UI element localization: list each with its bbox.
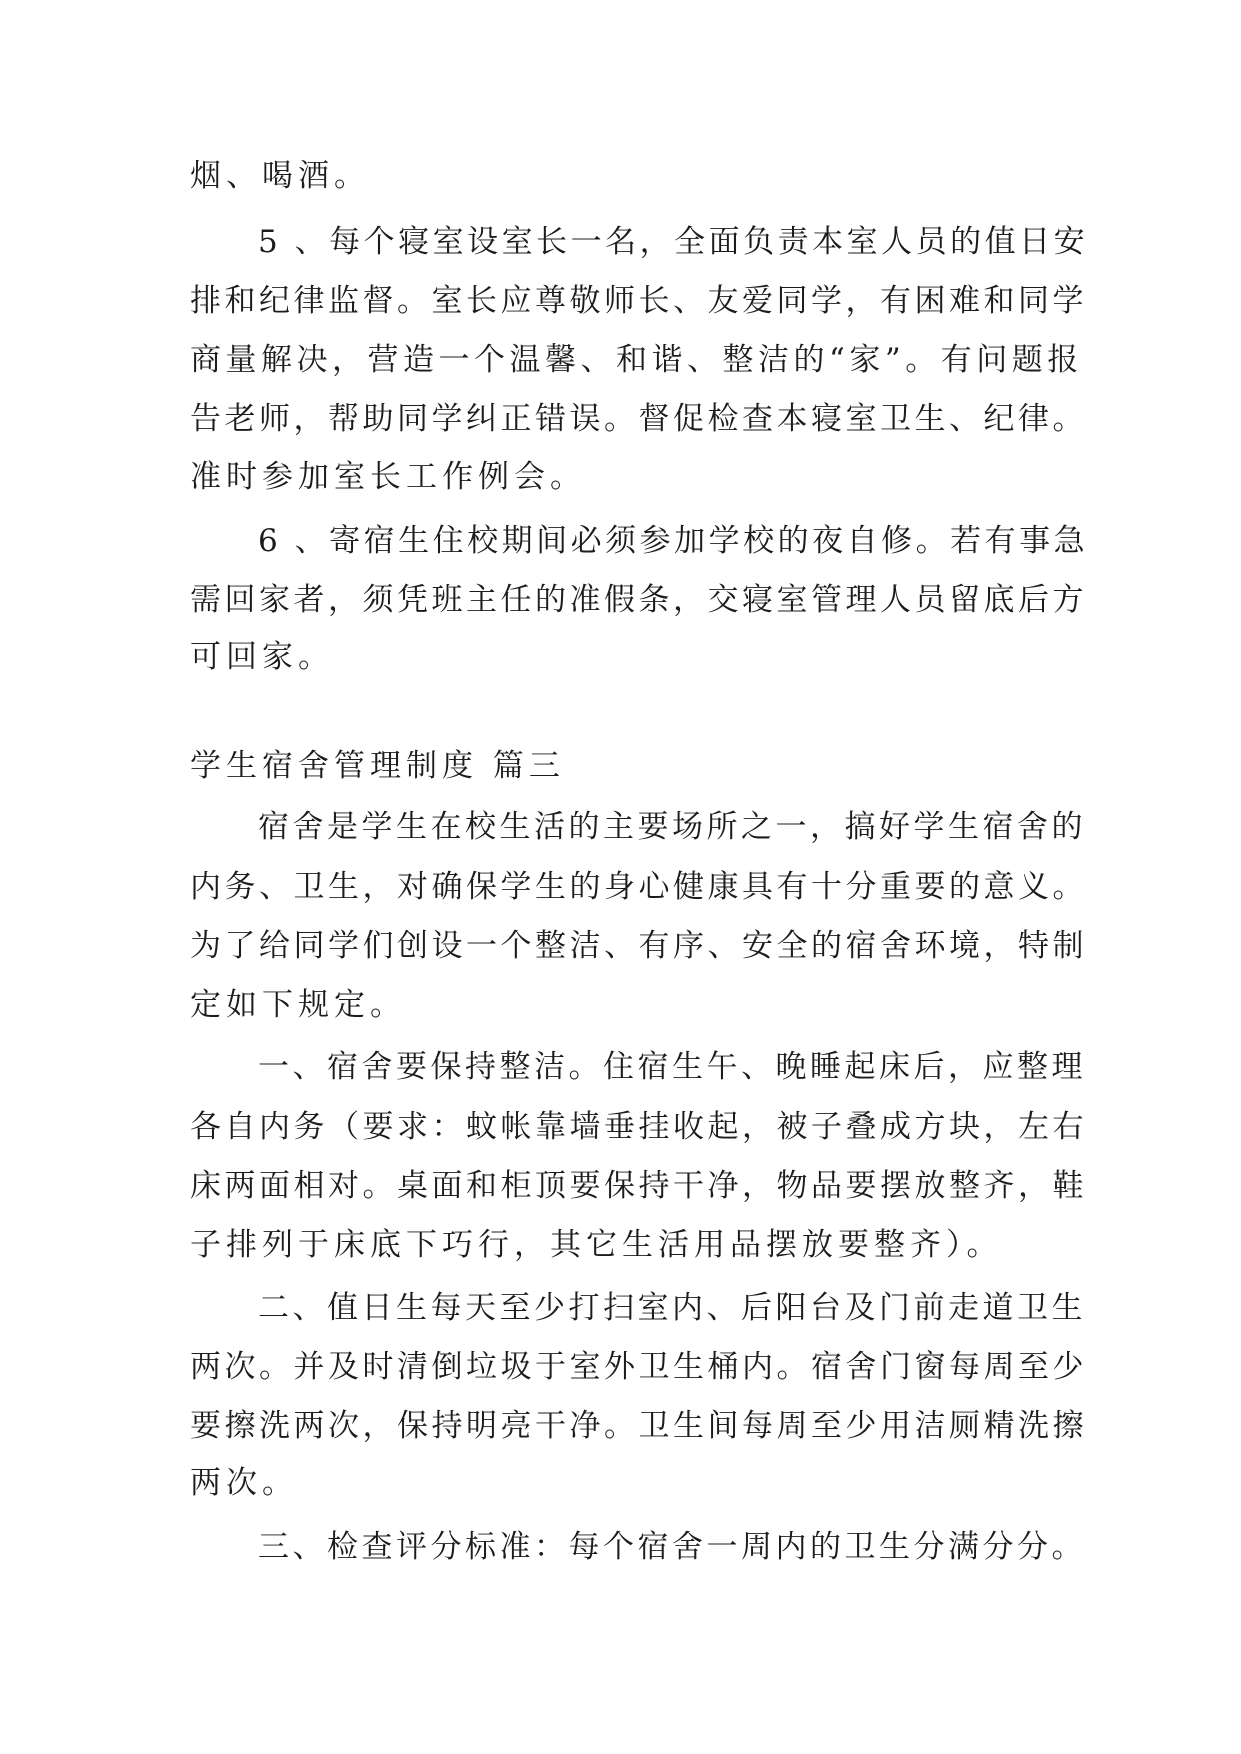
item-5-line: 商量解决，营造一个温馨、和谐、整洁的“家”。有问题报 bbox=[190, 342, 1083, 378]
item-5-line: 告老师，帮助同学纠正错误。督促检查本寝室卫生、纪律。 bbox=[190, 401, 1087, 437]
rule-1-line: 各自内务（要求：蚊帐靠墙垂挂收起，被子叠成方块，左右 bbox=[190, 1109, 1087, 1145]
item-6-line: 可回家。 bbox=[190, 639, 334, 675]
item-6-line: 需回家者，须凭班主任的准假条，交寝室管理人员留底后方 bbox=[190, 582, 1087, 618]
section-title: 学生宿舍管理制度 篇三 bbox=[190, 748, 565, 784]
rule-2-line: 两次。 bbox=[190, 1465, 298, 1501]
rule-3-line: 三、检查评分标准：每个宿舍一周内的卫生分满分分。 bbox=[258, 1529, 1086, 1565]
item-6-line: 6 、寄宿生住校期间必须参加学校的夜自修。若有事急 bbox=[258, 523, 1089, 559]
rule-2-line: 二、值日生每天至少打扫室内、后阳台及门前走道卫生 bbox=[258, 1290, 1086, 1326]
rule-1-line: 子排列于床底下巧行，其它生活用品摆放要整齐）。 bbox=[190, 1227, 1003, 1263]
rule-2-line: 两次。并及时清倒垃圾于室外卫生桶内。宿舍门窗每周至少 bbox=[190, 1349, 1087, 1385]
intro-line: 定如下规定。 bbox=[190, 987, 406, 1023]
paragraph-line: 烟、喝酒。 bbox=[190, 158, 370, 194]
intro-line: 宿舍是学生在校生活的主要场所之一，搞好学生宿舍的 bbox=[258, 809, 1086, 845]
rule-1-line: 床两面相对。桌面和柜顶要保持干净，物品要摆放整齐，鞋 bbox=[190, 1168, 1087, 1204]
item-5-line: 排和纪律监督。室长应尊敬师长、友爱同学，有困难和同学 bbox=[190, 283, 1087, 319]
intro-line: 为了给同学们创设一个整洁、有序、安全的宿舍环境，特制 bbox=[190, 928, 1087, 964]
intro-line: 内务、卫生，对确保学生的身心健康具有十分重要的意义。 bbox=[190, 869, 1087, 905]
rule-1-line: 一、宿舍要保持整洁。住宿生午、晚睡起床后，应整理 bbox=[258, 1049, 1086, 1085]
item-5-line: 5 、每个寝室设室长一名，全面负责本室人员的值日安 bbox=[258, 224, 1089, 260]
item-5-line: 准时参加室长工作例会。 bbox=[190, 459, 586, 495]
rule-2-line: 要擦洗两次，保持明亮干净。卫生间每周至少用洁厕精洗擦 bbox=[190, 1408, 1087, 1444]
